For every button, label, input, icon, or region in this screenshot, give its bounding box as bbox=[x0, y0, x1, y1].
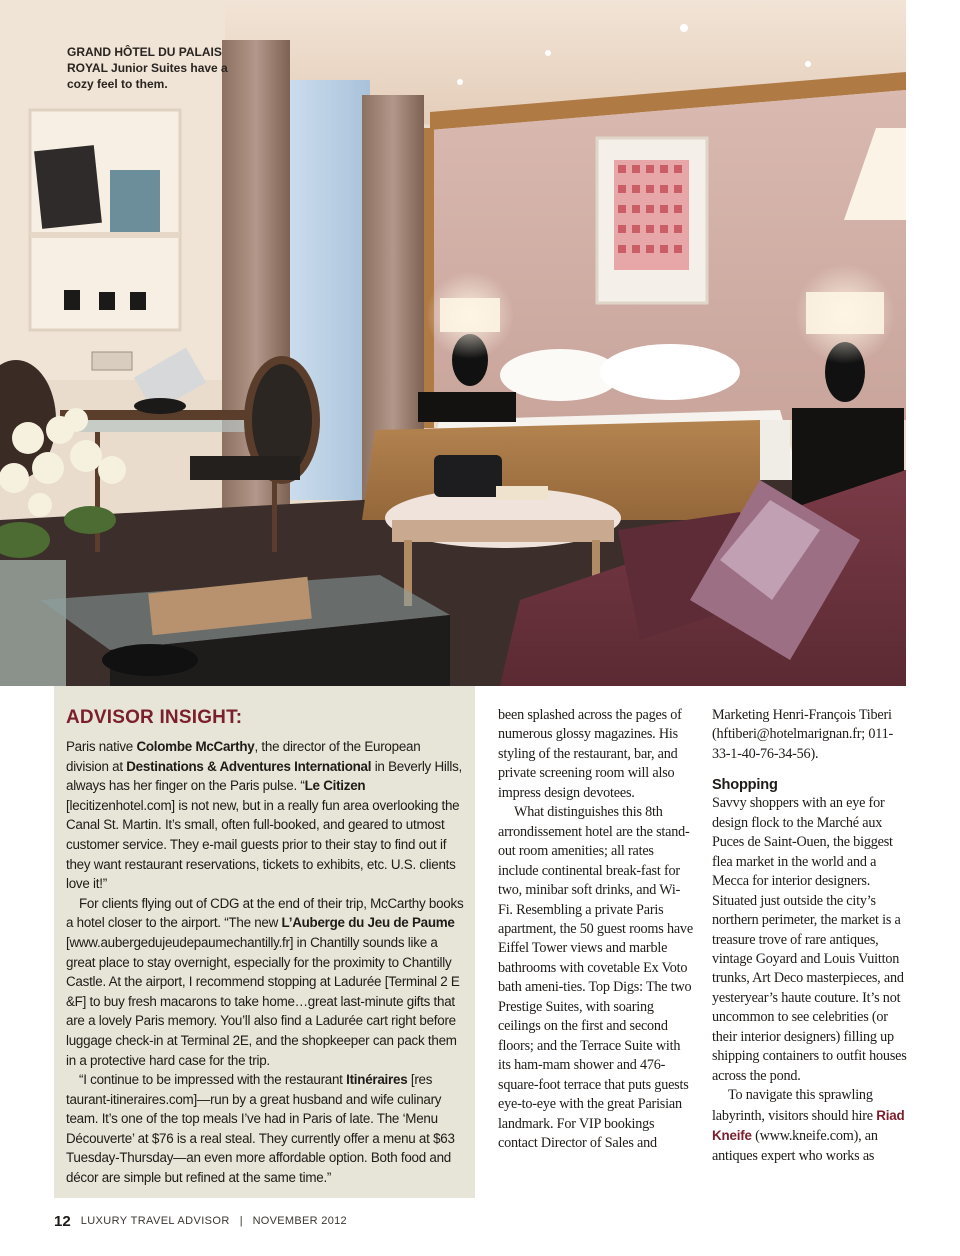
advisor-paragraph: “I continue to be impressed with the restaurant Itinéraires [res taurant-itineraires.com]—run by a great husband and wife culinary team. It’s one of the top meals I’ve had in Paris of late. The ‘Menu Découverte’ at $76 is a real steal. They currently offer a menu at $63 Tuesday-Thursday—an even more affordable option. Both food and décor are simple but refined at the same time.” bbox=[66, 1072, 455, 1186]
footer-separator: | bbox=[239, 1215, 243, 1227]
body-paragraph: To navigate this sprawling labyrinth, visitors should hire Riad Kneife (www.kneife.com), an antiques expert who works as bbox=[712, 1087, 905, 1164]
article-column-1 bbox=[498, 706, 694, 1153]
advisor-insight-body bbox=[66, 737, 464, 1188]
restaurant-name: Itinéraires bbox=[346, 1072, 408, 1088]
issue-date: NOVEMBER 2012 bbox=[252, 1215, 347, 1227]
body-paragraph: Savvy shoppers with an eye for design flock to the Marché aux Puces de Saint-Ouen, the biggest flea market in the world and a Mecca for interior designers. Situated just outside the city’s northern perimeter, the market is a treasure trove of rare antiques, vintage Goyard and Louis Vuitton trunks, Art Deco masterpieces, and yesteryear’s haute couture. It’s not uncommon to see celebrities (or their interior designers) filling up shipping containers to outfit houses across the pond. bbox=[712, 795, 907, 1084]
article-column-2 bbox=[712, 706, 908, 1166]
page-footer bbox=[54, 1212, 347, 1230]
hotel-name: Le Citizen bbox=[304, 778, 366, 794]
page-number: 12 bbox=[54, 1212, 71, 1230]
expert-name: Riad Kneife bbox=[712, 1107, 905, 1144]
body-paragraph: Marketing Henri-François Tiberi (hftiberi@hotelmarignan.fr; 011-33-1-40-76-34-56). bbox=[712, 707, 894, 762]
body-paragraph: What distinguishes this 8th arrondissement hotel are the stand-out room amenities; all rates include continental break-fast for two, minibar soft drinks, and Wi-Fi. Resembling a private Paris apartment, the 50 guest rooms have Eiffel Tower views and marble bathrooms with covetable Ex Voto bath ameni-ties. Top Digs: The two Prestige Suites, with soaring ceilings on the first and second floors; and the Terrace Suite with its ham-mam shower and 476-square-foot terrace that puts guests eye-to-eye with the great Parisian landmark. For VIP bookings contact Director of Sales and bbox=[498, 804, 693, 1151]
advisor-paragraph: For clients flying out of CDG at the end of their trip, McCarthy books a hotel closer to the airport. “The new L’Auberge du Jeu de Paume [www.aubergedujeudepaumechantilly.fr] in Chantilly sounds like a great place to stay overnight, especially for the proximity to Chantilly Castle. At the airport, I recommend stopping at Ladurée [Terminal 2 E &F] to buy fresh macarons to take home…great last-minute gifts that are a lovely Paris memory. You’ll also find a Ladurée cart right before luggage check-in at Terminal 2E, and the shopkeeper can pack them in a protective hard case for the trip. bbox=[66, 895, 464, 1068]
section-heading-shopping: Shopping bbox=[712, 777, 778, 794]
photo-caption: GRAND HÔTEL DU PALAIS ROYAL Junior Suites have a cozy feel to them. bbox=[67, 45, 228, 91]
advisor-paragraph: Paris native Colombe McCarthy, the director of the European division at Destinations & Adventures International in Beverly Hills, always has her finger on the Paris pulse. “Le Citizen [lecitizenhotel.com] is not new, but in a really fun area overlooking the Canal St. Martin. It’s small, often full-booked, and geared to utmost customer service. They e-mail guests prior to their stay to find out if they want restaurant reservations, tickets to exhibits, etc. U.S. clients love it!” bbox=[66, 739, 462, 892]
agency-name: Destinations & Adventures International bbox=[126, 758, 372, 774]
hotel-name: L’Auberge du Jeu de Paume bbox=[281, 915, 455, 931]
advisor-name: Colombe McCarthy bbox=[136, 739, 255, 754]
publication-name: LUXURY TRAVEL ADVISOR bbox=[80, 1215, 230, 1227]
body-paragraph: been splashed across the pages of numerous glossy magazines. His styling of the restaurant, bar, and private screening room will also impress design devotees. bbox=[498, 707, 682, 801]
advisor-insight-title: ADVISOR INSIGHT: bbox=[66, 707, 243, 728]
